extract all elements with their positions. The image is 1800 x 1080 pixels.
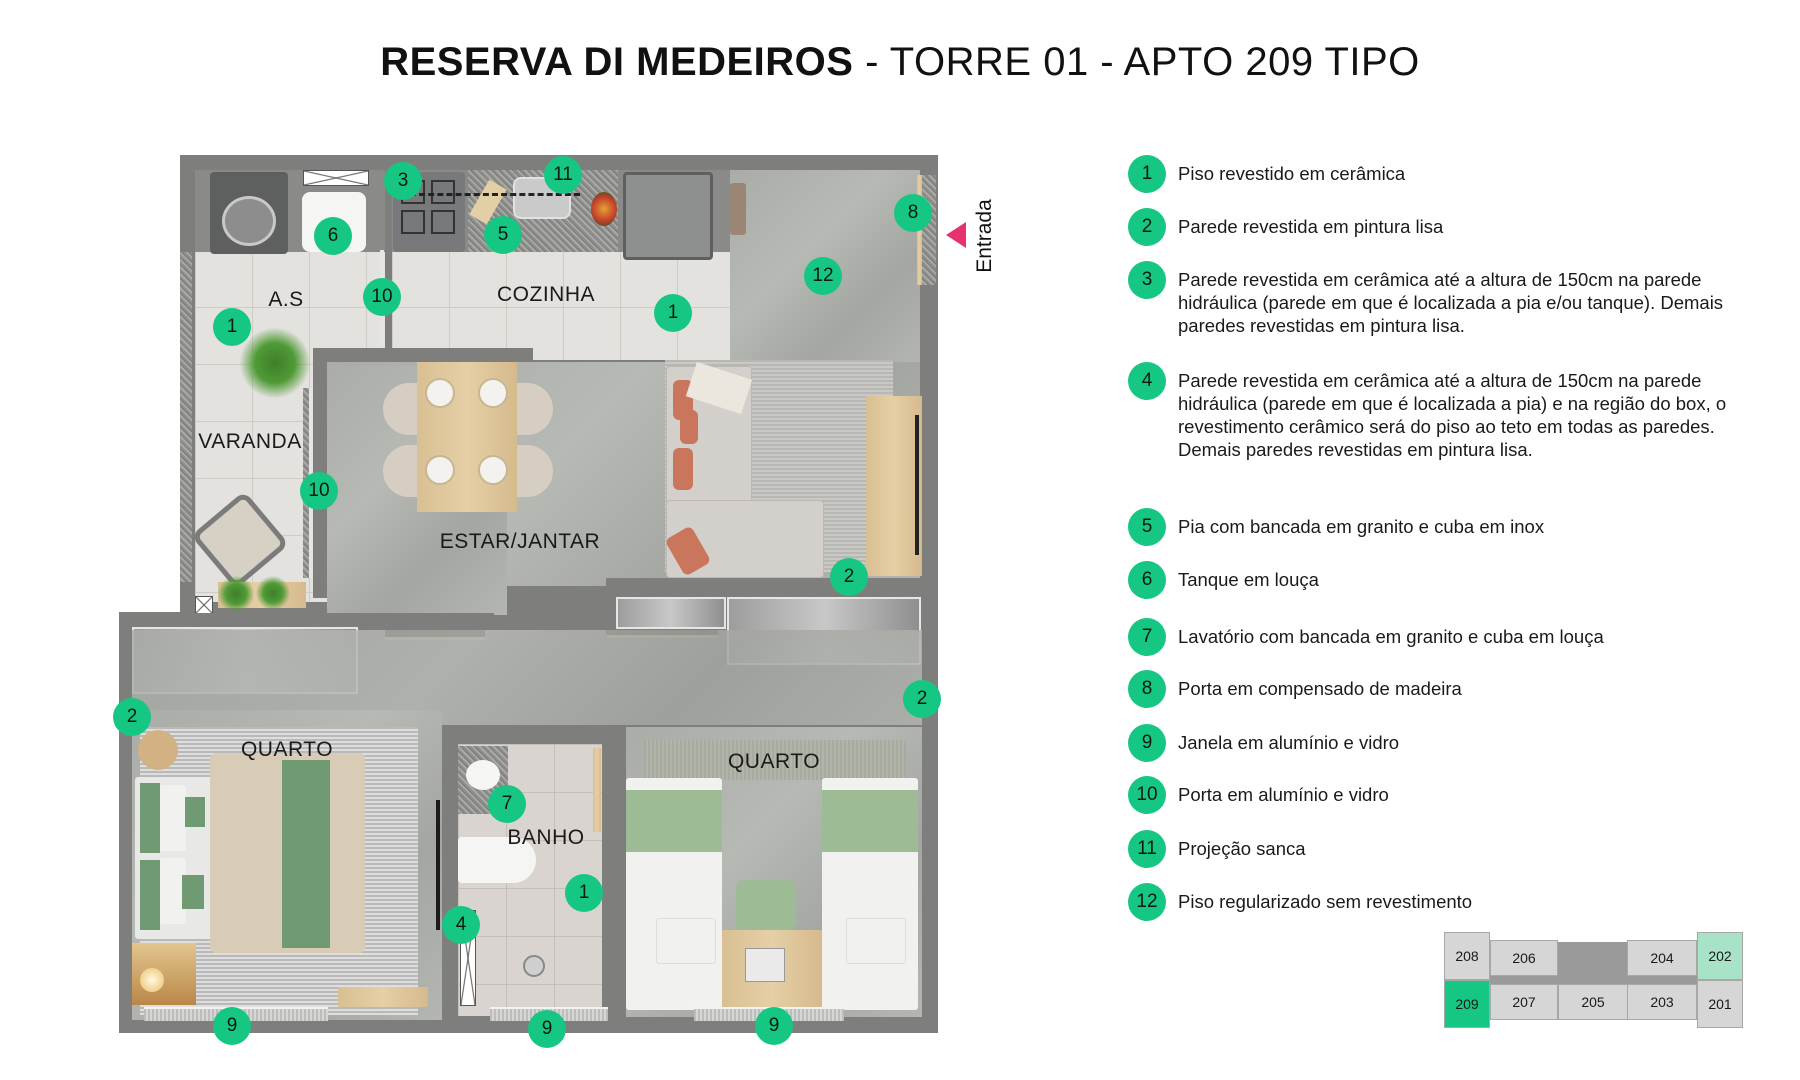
key-plan-unit-205[interactable]: 205 [1558, 984, 1628, 1020]
legend-text: Projeção sanca [1178, 838, 1306, 859]
room-label-quarto-1: QUARTO [240, 738, 334, 761]
varanda-ledge [180, 252, 192, 582]
shaft-box [195, 596, 213, 614]
desk-shelf [338, 987, 428, 1007]
legend-item [1128, 561, 1768, 599]
key-plan [1444, 932, 1754, 1036]
legend-number-badge: 10 [1128, 776, 1166, 814]
plan-marker-10: 10 [363, 278, 401, 316]
door-threshold [922, 175, 936, 285]
legend-text: Porta em compensado de madeira [1178, 678, 1462, 699]
legend-number-badge: 9 [1128, 724, 1166, 762]
legend-item [1128, 261, 1768, 337]
tv-rack [866, 396, 922, 576]
legend-text: Parede revestida em cerâmica até a altura de 150cm na parede hidráulica (parede em que é localizada a pia) e na região do box, o revestimento cerâmico será do piso ao teto em todas as paredes. Demais paredes revestidas em pintura lisa. [1178, 370, 1727, 460]
pillow [656, 918, 716, 964]
plan-marker-2: 2 [113, 698, 151, 736]
bathroom-door [593, 748, 601, 832]
plan-marker-9: 9 [755, 1007, 793, 1045]
tv [915, 415, 919, 555]
wall-interior [313, 348, 533, 362]
legend-text: Parede revestida em cerâmica até a altura de 150cm na parede hidráulica (parede em que é localizada a pia e/ou tanque). Demais paredes revestidas em pintura lisa. [1178, 269, 1724, 336]
legend-number-badge: 3 [1128, 261, 1166, 299]
room-label-cozinha: COZINHA [497, 283, 595, 306]
cushion [673, 448, 693, 490]
key-plan-unit-201[interactable]: 201 [1697, 980, 1743, 1028]
potted-plant [240, 328, 310, 398]
pillow [140, 783, 160, 853]
legend-text: Lavatório com bancada em granito e cuba em louça [1178, 626, 1604, 647]
room-label-as: A.S [268, 288, 304, 311]
pillow [160, 785, 186, 851]
legend-item [1128, 508, 1768, 546]
planter-plants [256, 576, 290, 610]
plan-marker-1: 1 [565, 874, 603, 912]
legend-text: Piso regularizado sem revestimento [1178, 891, 1473, 912]
plan-marker-2: 2 [830, 558, 868, 596]
sanca-projection-line [410, 193, 580, 196]
plate [478, 455, 508, 485]
legend-number-badge: 4 [1128, 362, 1166, 400]
room-label-quarto-2: QUARTO [727, 750, 821, 773]
washing-machine [210, 172, 288, 254]
legend-text: Porta em alumínio e vidro [1178, 784, 1389, 805]
key-plan-unit-208[interactable]: 208 [1444, 932, 1490, 980]
plan-marker-5: 5 [484, 216, 522, 254]
unit-subtitle: - TORRE 01 - APTO 209 TIPO [853, 40, 1420, 84]
legend-text: Piso revestido em cerâmica [1178, 163, 1406, 184]
wall-interior [606, 578, 922, 594]
plan-marker-2: 2 [903, 680, 941, 718]
plan-marker-7: 7 [488, 785, 526, 823]
legend-number-badge: 1 [1128, 155, 1166, 193]
refrigerator [623, 172, 713, 260]
shower-drain [523, 955, 545, 977]
legend-item [1128, 155, 1768, 193]
pillow [140, 860, 160, 930]
plate [478, 378, 508, 408]
key-plan-unit-203[interactable]: 203 [1627, 984, 1697, 1020]
plate [425, 378, 455, 408]
key-plan-unit-204[interactable]: 204 [1627, 940, 1697, 976]
legend-item [1128, 618, 1768, 656]
shoe-rack [616, 597, 726, 629]
plan-marker-9: 9 [528, 1010, 566, 1048]
plan-marker-10: 10 [300, 472, 338, 510]
planter-plants [218, 576, 254, 612]
key-plan-unit-207[interactable]: 207 [1490, 984, 1558, 1020]
room-label-varanda: VARANDA [198, 430, 302, 453]
legend-text: Janela em alumínio e vidro [1178, 732, 1400, 753]
bed-runner [282, 760, 330, 948]
lamp [140, 968, 164, 992]
legend-number-badge: 2 [1128, 208, 1166, 246]
legend-item [1128, 724, 1768, 762]
plan-marker-11: 11 [544, 156, 582, 194]
bathroom-sink [466, 760, 500, 790]
wall-interior [602, 730, 626, 1030]
pillow [846, 918, 906, 964]
legend-number-badge: 7 [1128, 618, 1166, 656]
legend-text: Parede revestida em pintura lisa [1178, 216, 1444, 237]
plan-marker-1: 1 [213, 308, 251, 346]
legend-number-badge: 6 [1128, 561, 1166, 599]
fruit-basket [591, 192, 617, 226]
room-label-estar-jantar: ESTAR/JANTAR [439, 530, 601, 553]
wall-interior [444, 730, 504, 744]
legend-item [1128, 830, 1768, 868]
shaft-box [303, 170, 369, 186]
plan-marker-4: 4 [442, 906, 480, 944]
room-label-banho: BANHO [507, 826, 585, 849]
legend-number-badge: 8 [1128, 670, 1166, 708]
cushion [182, 875, 204, 909]
plan-marker-9: 9 [213, 1007, 251, 1045]
bed-blanket [822, 790, 918, 852]
tv-bedroom-1 [436, 800, 440, 930]
project-name: RESERVA DI MEDEIROS [380, 40, 854, 84]
plan-marker-3: 3 [384, 162, 422, 200]
plate [425, 455, 455, 485]
legend-item [1128, 776, 1768, 814]
entrance-label: Entrada [973, 199, 996, 273]
legend-number-badge: 12 [1128, 883, 1166, 921]
legend-item [1128, 362, 1768, 461]
key-plan-unit-206[interactable]: 206 [1490, 940, 1558, 976]
key-plan-unit-202[interactable]: 202 [1697, 932, 1743, 980]
laptop [745, 948, 785, 982]
legend-text: Tanque em louça [1178, 569, 1319, 590]
plan-marker-8: 8 [894, 194, 932, 232]
key-plan-core [1557, 942, 1627, 972]
side-table-round [138, 730, 178, 770]
desk-chair [736, 880, 796, 930]
bed-blanket [626, 790, 722, 852]
plan-marker-1: 1 [654, 294, 692, 332]
cushion [680, 410, 698, 444]
legend-number-badge: 5 [1128, 508, 1166, 546]
legend-text: Pia com bancada em granito e cuba em inox [1178, 516, 1545, 537]
coat-rack [730, 183, 746, 235]
legend-item [1128, 883, 1768, 921]
plan-marker-6: 6 [314, 217, 352, 255]
plan-marker-12: 12 [804, 257, 842, 295]
key-plan-unit-209[interactable]: 209 [1444, 980, 1490, 1028]
wall-interior [442, 730, 458, 1030]
legend-item [1128, 208, 1768, 246]
entrance-arrow-icon [946, 222, 966, 248]
legend-item [1128, 670, 1768, 708]
cushion [185, 797, 205, 827]
legend-number-badge: 11 [1128, 830, 1166, 868]
